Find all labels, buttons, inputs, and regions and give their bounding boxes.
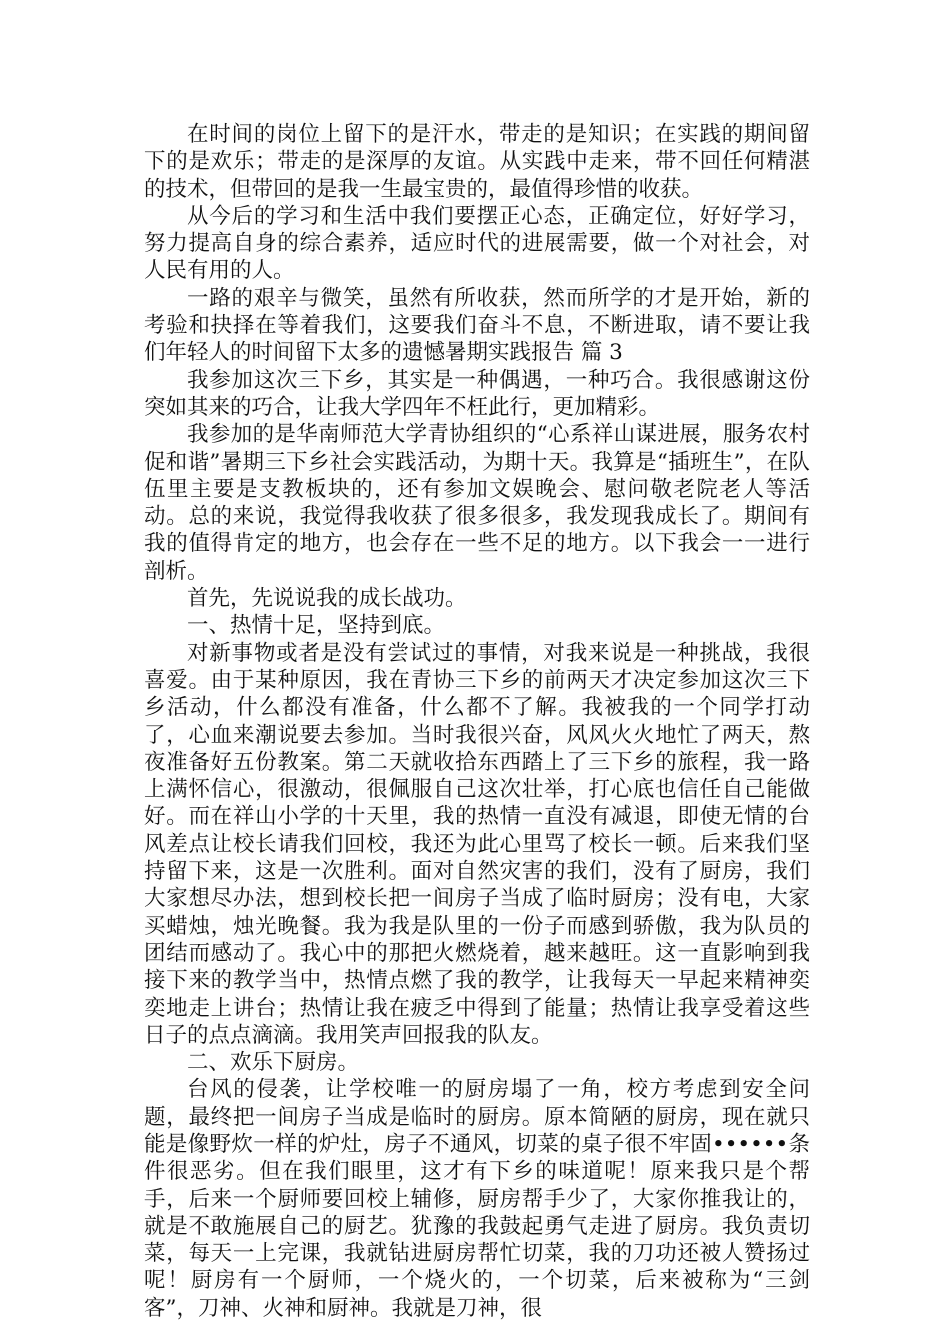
paragraph: 我参加的是华南师范大学青协组织的“心系祥山谋进展，服务农村促和谐”暑期三下乡社会实践活动，为期十天。我算是“插班生”，在队伍里主要是支教板块的，还有参加文娱晚会、慰问敬老院老人等活动。总的来说，我觉得我收获了很多很多，我发现我成长了。期间有我的值得肯定的地方，也会存在一些不足的地方。以下我会一一进行剖析。 [144, 422, 810, 584]
paragraph: 对新事物或者是没有尝试过的事情，对我来说是一种挑战，我很喜爱。由于某种原因，我在青协三下乡的前两天才决定参加这次三下乡活动，什么都没有准备，什么都不了解。我被我的一个同学打动了，心血来潮说要去参加。当时我很兴奋，风风火火地忙了两天，熬夜准备好五份教案。第二天就收拾东西踏上了三下乡的旅程，我一路上满怀信心，很激动，很佩服自己这次壮举，打心底也信任自己能做好。而在祥山小学的十天里，我的热情一直没有减退，即使无情的台风差点让校长请我们回校，我还为此心里骂了校长一顿。后来我们坚持留下来，这是一次胜利。面对自然灾害的我们，没有了厨房，我们大家想尽办法，想到校长把一间房子当成了临时厨房；没有电，大家买蜡烛，烛光晚餐。我为我是队里的一份子而感到骄傲，我为队员的团结而感动了。我心中的那把火燃烧着，越来越旺。这一直影响到我接下来的教学当中，热情点燃了我的教学，让我每天一早起来精神奕奕地走上讲台；热情让我在疲乏中得到了能量；热情让我享受着这些日子的点点滴滴。我用笑声回报我的队友。 [144, 640, 810, 1048]
document-body [144, 121, 810, 1322]
paragraph: 一路的艰辛与微笑，虽然有所收获，然而所学的才是开始，新的考验和抉择在等着我们，这要我们奋斗不息，不断进取，请不要让我们年轻人的时间留下太多的遗憾暑期实践报告 篇 3 [144, 285, 810, 366]
section-heading: 一、热情十足，坚持到底。 [187, 613, 446, 639]
paragraph: 在时间的岗位上留下的是汗水，带走的是知识；在实践的期间留下的是欢乐；带走的是深厚的友谊。从实践中走来，带不回任何精湛的技术，但带回的是我一生最宝贵的，最值得珍惜的收获。 [144, 122, 810, 202]
paragraph: 我参加这次三下乡，其实是一种偶遇，一种巧合。我很感谢这份突如其来的巧合，让我大学四年不枉此行，更加精彩。 [144, 367, 810, 420]
section-heading: 二、欢乐下厨房。 [187, 1050, 360, 1076]
paragraph: 从今后的学习和生活中我们要摆正心态，正确定位，好好学习，努力提高自身的综合素养，适应时代的进展需要，做一个对社会，对人民有用的人。 [144, 203, 810, 284]
paragraph: 首先，先说说我的成长战功。 [187, 586, 467, 612]
paragraph: 台风的侵袭，让学校唯一的厨房塌了一角，校方考虑到安全问题，最终把一间房子当成是临时的厨房。原本简陋的厨房，现在就只能是像野炊一样的炉灶，房子不通风，切菜的桌子很不牢固••••••条件很恶劣。但在我们眼里，这才有下乡的味道呢！原来我只是个帮手，后来一个厨师要回校上辅修，厨房帮手少了，大家你推我让的，就是不敢施展自己的厨艺。犹豫的我鼓起勇气走进了厨房。我负责切菜，每天一上完课，我就钻进厨房帮忙切菜，我的刀功还被人赞扬过呢！厨房有一个厨师，一个烧火的，一个切菜，后来被称为“三剑客”，刀神、火神和厨神。我就是刀神，很 [144, 1077, 810, 1321]
